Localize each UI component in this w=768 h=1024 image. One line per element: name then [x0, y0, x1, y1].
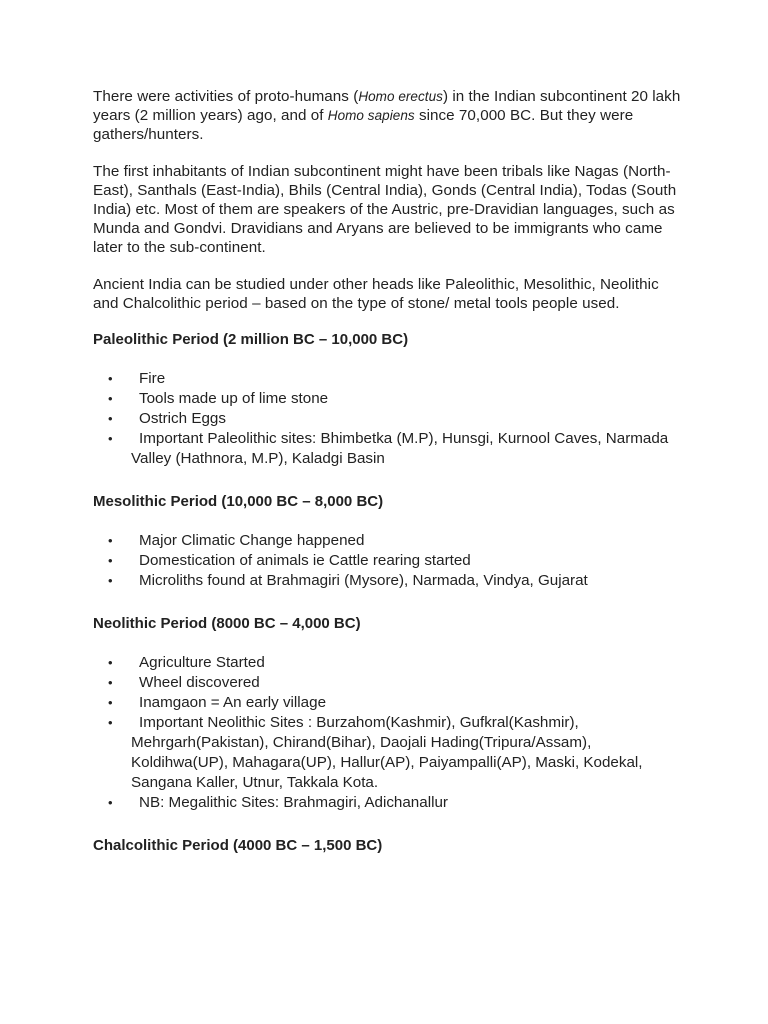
paragraph-text: There were activities of proto-humans ( [93, 88, 359, 105]
italic-term: Homo erectus [358, 89, 443, 104]
bullet-icon: • [108, 715, 113, 731]
list-item [93, 429, 683, 469]
bullet-icon: • [108, 795, 113, 811]
list-item-text: Inamgaon = An early village [139, 694, 327, 712]
bullet-icon: • [108, 533, 113, 549]
bullet-icon: • [108, 675, 113, 691]
bullet-icon: • [108, 553, 113, 569]
bullet-icon: • [108, 431, 113, 447]
bullet-icon: • [108, 411, 113, 427]
list-item [93, 693, 683, 713]
list-item [93, 409, 683, 429]
list-item-text: Ostrich Eggs [139, 410, 226, 428]
bullet-icon: • [108, 695, 113, 711]
list-item [93, 571, 683, 591]
bullet-icon: • [108, 371, 113, 387]
list-item [93, 551, 683, 571]
bullet-icon: • [108, 655, 113, 671]
list-item-text: Domestication of animals ie Cattle rearing started [139, 552, 471, 570]
list-item [93, 713, 683, 793]
list-item-text: Important Paleolithic sites: Bhimbetka (M.P), Hunsgi, Kurnool Caves, Narmada Valley (Hathnora, M.P), Kaladgi Basin [131, 430, 669, 468]
paragraph-text: The first inhabitants of Indian subcontinent might have been tribals like Nagas (North-East), Santhals (East-India), Bhils (Central India), Gonds (Central India), Todas (South India) etc. Most of them are speakers of the Austric, pre-Dravidian languages, such as Munda and Gondvi. Dravidians and Aryans are believed to be immigrants who came later to the sub-continent. [93, 162, 677, 257]
paragraph-text: Ancient India can be studied under other heads like Paleolithic, Mesolithic, Neolithic and Chalcolithic period – based on the type of stone/ metal tools people used. [93, 275, 659, 312]
paragraph-3 [93, 275, 683, 313]
paragraph-text: since 70,000 BC. But they were gathers/hunters. [93, 107, 634, 144]
bullet-list [93, 653, 683, 813]
list-item [93, 389, 683, 409]
section-heading: Neolithic Period (8000 BC – 4,000 BC) [93, 615, 361, 633]
list-item [93, 369, 683, 389]
bullet-icon: • [108, 573, 113, 589]
section-heading: Mesolithic Period (10,000 BC – 8,000 BC) [93, 493, 384, 511]
bullet-icon: • [108, 391, 113, 407]
list-item-text: Important Neolithic Sites : Burzahom(Kashmir), Gufkral(Kashmir), Mehrgarh(Pakistan), Chirand(Bihar), Daojali Hading(Tripura/Assam), Koldihwa(UP), Mahagara(UP), Hallur(AP), Paiyampalli(AP), Maski, Kodekal, Sangana Kaller, Utnur, Takkala Kota. [131, 714, 643, 792]
intro-paragraphs [93, 87, 683, 313]
document-page [93, 87, 683, 875]
section-heading: Paleolithic Period (2 million BC – 10,000 BC) [93, 331, 409, 349]
list-item-text: Major Climatic Change happened [139, 532, 365, 550]
paragraph-2 [93, 162, 683, 258]
list-item [93, 793, 683, 813]
paragraph-1 [93, 87, 683, 145]
italic-term: Homo sapiens [327, 108, 415, 124]
bullet-list [93, 531, 683, 591]
list-item-text: Wheel discovered [139, 674, 260, 692]
bullet-list [93, 369, 683, 469]
list-item [93, 531, 683, 551]
period-sections [93, 330, 683, 855]
list-item-text: Agriculture Started [139, 654, 265, 672]
list-item [93, 653, 683, 673]
section-heading: Chalcolithic Period (4000 BC – 1,500 BC) [93, 837, 383, 855]
list-item [93, 673, 683, 693]
paragraph-text: ) in the Indian subcontinent 20 lakh years (2 million years) ago, and of [93, 88, 681, 125]
list-item-text: Microliths found at Brahmagiri (Mysore), Narmada, Vindya, Gujarat [139, 572, 588, 590]
list-item-text: Fire [139, 370, 166, 388]
list-item-text: NB: Megalithic Sites: Brahmagiri, Adichanallur [139, 794, 448, 812]
list-item-text: Tools made up of lime stone [139, 390, 329, 408]
